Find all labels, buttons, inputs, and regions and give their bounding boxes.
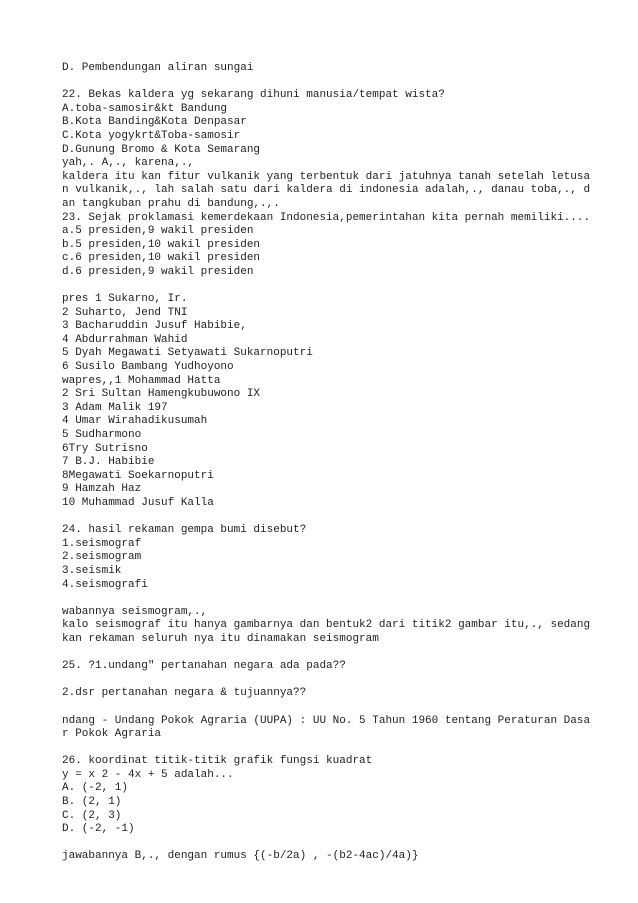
text-line: 1.seismograf (62, 537, 142, 550)
text-line: 2 Sri Sultan Hamengkubuwono IX (62, 388, 261, 401)
text-line: wapres,,1 Mohammad Hatta (62, 374, 221, 387)
text-line: 3 Adam Malik 197 (62, 401, 168, 414)
text-line: 8Megawati Soekarnoputri (62, 469, 214, 482)
text-line: jawabannya B,., dengan rumus {(-b/2a) , -(b2-4ac)/4a)} (62, 850, 419, 863)
text-line: kaldera itu kan fitur vulkanik yang terbentuk dari jatuhnya tanah setelah letusa (62, 170, 591, 183)
text-line: 9 Hamzah Haz (62, 483, 142, 496)
text-line: B. (2, 1) (62, 796, 122, 809)
text-line: 5 Dyah Megawati Setyawati Sukarnoputri (62, 347, 313, 360)
text-line: C.Kota yogykrt&Toba-samosir (62, 129, 241, 142)
text-line: b.5 presiden,10 wakil presiden (62, 238, 261, 251)
text-line: pres 1 Sukarno, Ir. (62, 293, 188, 306)
text-line (62, 674, 622, 688)
text-line: a.5 presiden,9 wakil presiden (62, 225, 254, 238)
text-line: 23. Sejak proklamasi kemerdekaan Indonesia,pemerintahan kita pernah memiliki.... (62, 211, 591, 224)
text-line: D. Pembendungan aliran sungai (62, 62, 254, 74)
text-line: 25. ?1.undang" pertanahan negara ada pada?? (62, 660, 346, 673)
text-line: 4 Umar Wirahadikusumah (62, 415, 208, 428)
text-line: 5 Sudharmono (62, 429, 142, 442)
text-line: 24. hasil rekaman gempa bumi disebut? (62, 524, 307, 537)
text-line: 10 Muhammad Jusuf Kalla (62, 497, 214, 509)
text-line: A. (-2, 1) (62, 782, 129, 795)
text-line: A.toba-samosir&kt Bandung (62, 102, 228, 115)
text-line: kalo seismograf itu hanya gambarnya dan bentuk2 dari titik2 gambar itu,., sedang (62, 619, 591, 632)
text-line (62, 592, 622, 606)
text-line: kan rekaman seluruh nya itu dinamakan seismogram (62, 632, 379, 645)
text-line: y = x 2 - 4x + 5 adalah... (62, 768, 234, 781)
text-line: 26. koordinat titik-titik grafik fungsi kuadrat (62, 755, 373, 768)
text-line: 6Try Sutrisno (62, 442, 148, 455)
document-page (62, 62, 622, 864)
text-line: yah,. A,., karena,., (62, 157, 195, 170)
text-line: n vulkanik,., lah salah satu dari kaldera di indonesia adalah,., danau toba,., d (62, 184, 591, 197)
text-line: r Pokok Agraria (62, 728, 162, 741)
text-line: D. (-2, -1) (62, 823, 135, 836)
text-line: 22. Bekas kaldera yg sekarang dihuni manusia/tempat wista? (62, 89, 445, 102)
text-line: 3 Bacharuddin Jusuf Habibie, (62, 320, 247, 333)
text-line: an tangkuban prahu di bandung,.,. (62, 197, 280, 210)
text-line: wabannya seismogram,., (62, 605, 208, 618)
text-line: 2.dsr pertanahan negara & tujuannya?? (62, 687, 307, 700)
text-line: 2 Suharto, Jend TNI (62, 306, 188, 319)
text-line: ndang - Undang Pokok Agraria (UUPA) : UU No. 5 Tahun 1960 tentang Peraturan Dasa (62, 714, 591, 727)
text-line: 6 Susilo Bambang Yudhoyono (62, 361, 234, 374)
text-line: 4 Abdurrahman Wahid (62, 333, 188, 346)
text-line: 2.seismogram (62, 551, 142, 564)
text-line: 3.seismik (62, 564, 122, 577)
text-line (62, 837, 622, 851)
text-line: B.Kota Banding&Kota Denpasar (62, 116, 247, 129)
text-line (62, 647, 622, 661)
text-line (62, 511, 622, 525)
text-line (62, 742, 622, 756)
text-line: c.6 presiden,10 wakil presiden (62, 252, 261, 265)
text-line (62, 280, 622, 294)
text-line: 7 B.J. Habibie (62, 456, 155, 469)
text-line: D.Gunung Bromo & Kota Semarang (62, 143, 261, 156)
text-line (62, 701, 622, 715)
text-line: d.6 presiden,9 wakil presiden (62, 265, 254, 278)
text-line: 4.seismografi (62, 578, 148, 591)
text-line: C. (2, 3) (62, 809, 122, 822)
text-line (62, 76, 622, 90)
